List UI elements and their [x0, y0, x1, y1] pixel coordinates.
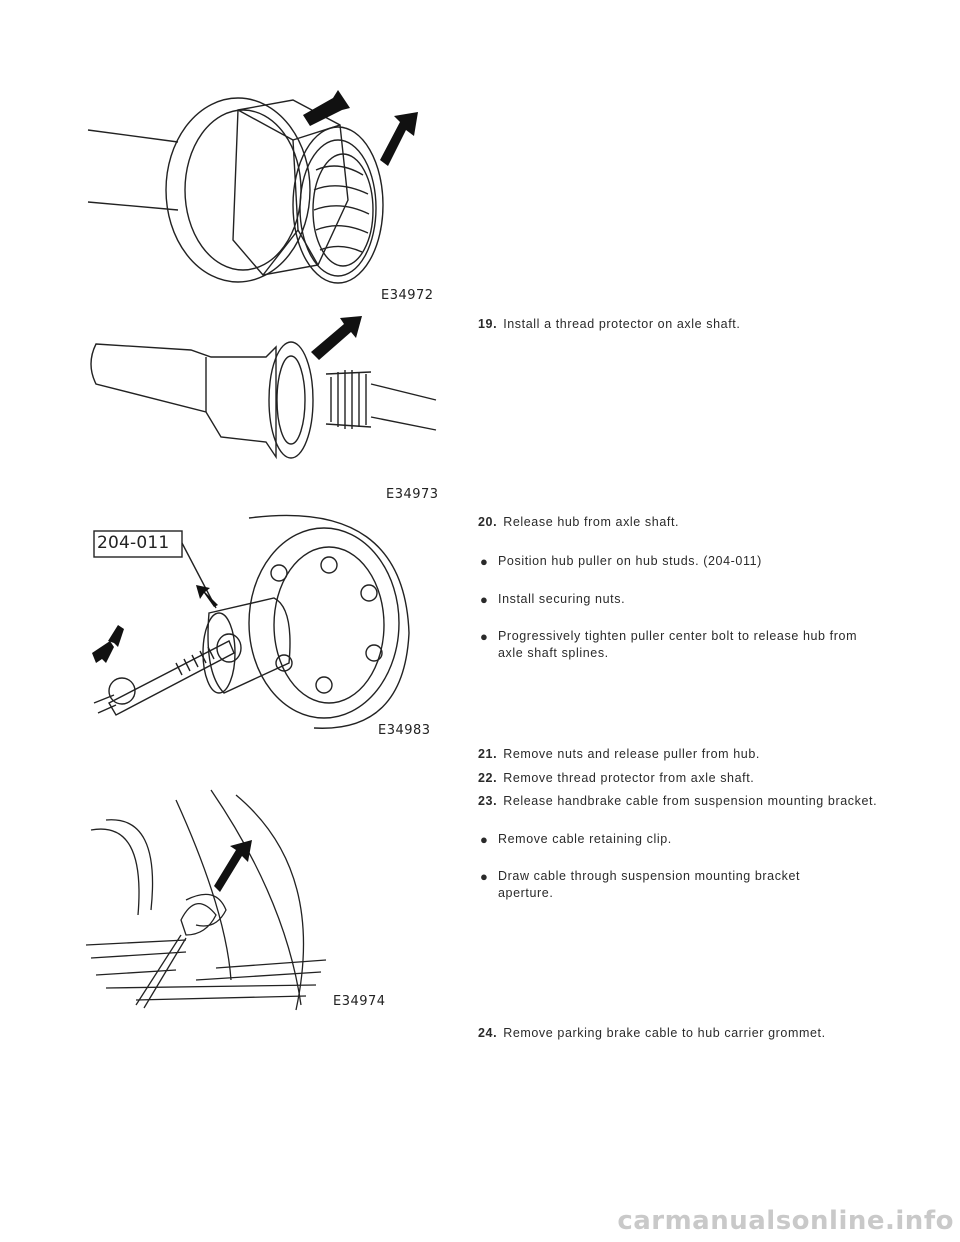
bullet-text: Install securing nuts. — [498, 592, 626, 606]
tool-tag: 204-011 — [97, 533, 170, 553]
nut-illustration — [88, 90, 438, 295]
figure-label: E34974 — [333, 994, 386, 1009]
bullet-text: Draw cable through suspension mounting bracket aperture. — [498, 869, 801, 900]
bullet-text: Remove cable retaining clip. — [498, 832, 672, 846]
step-22 — [478, 771, 754, 785]
step-23-bullet-2 — [480, 868, 840, 902]
figure-label: E34972 — [381, 288, 434, 303]
handbrake-cable-illustration — [86, 790, 406, 1010]
step-text: Release hub from axle shaft. — [503, 515, 680, 529]
bullet-text: Position hub puller on hub studs. (204-011) — [498, 554, 762, 568]
figure-e34972 — [88, 90, 438, 303]
step-text: Remove thread protector from axle shaft. — [503, 771, 755, 785]
step-19 — [478, 317, 740, 331]
step-number: 19. — [478, 317, 498, 331]
bullet-text: Progressively tighten puller center bolt to release hub from axle shaft splines. — [498, 629, 858, 660]
step-text: Release handbrake cable from suspension mounting bracket. — [503, 794, 878, 808]
step-23 — [478, 794, 877, 808]
figure-e34983 — [84, 513, 431, 738]
step-20-bullet-3 — [480, 628, 880, 662]
step-20-bullet-2 — [480, 591, 900, 608]
step-text: Remove parking brake cable to hub carrier grommet. — [503, 1026, 826, 1040]
step-number: 22. — [478, 771, 498, 785]
step-number: 20. — [478, 515, 498, 529]
figure-label: E34983 — [378, 723, 431, 738]
bullet-icon: ● — [480, 554, 489, 569]
step-number: 21. — [478, 747, 498, 761]
figure-label: E34973 — [386, 487, 439, 502]
step-text: Install a thread protector on axle shaft. — [503, 317, 741, 331]
step-23-bullet-1 — [480, 831, 900, 848]
step-24 — [478, 1026, 826, 1040]
watermark: carmanualsonline.info — [617, 1206, 954, 1236]
thread-protector-illustration — [86, 312, 446, 487]
step-number: 24. — [478, 1026, 498, 1040]
bullet-icon: ● — [480, 832, 489, 847]
bullet-icon: ● — [480, 592, 489, 607]
figure-e34974 — [86, 790, 406, 1010]
bullet-icon: ● — [480, 629, 489, 644]
step-number: 23. — [478, 794, 498, 808]
step-21 — [478, 747, 760, 761]
bullet-icon: ● — [480, 869, 489, 884]
step-text: Remove nuts and release puller from hub. — [503, 747, 760, 761]
step-20 — [478, 515, 679, 529]
figure-e34973 — [86, 312, 446, 502]
step-20-bullet-1 — [480, 553, 900, 570]
